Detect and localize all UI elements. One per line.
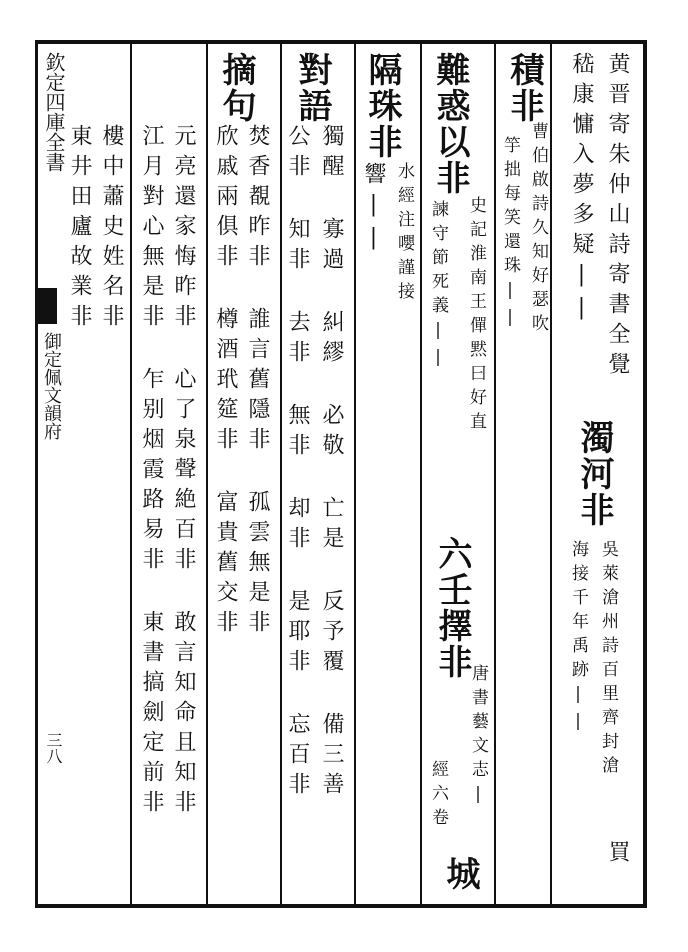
note-gezhu-b: 響|| xyxy=(361,162,386,258)
note-liuren-b: 經六卷 xyxy=(428,760,448,832)
note-jifei-a: 曹伯啟詩久知好瑟吹 xyxy=(528,122,548,338)
col-sep xyxy=(550,44,552,904)
heading-zhaiju: 摘句 xyxy=(216,52,256,124)
trail-char-2: 城 xyxy=(440,856,480,892)
zhaiju-row-2: 欣戚兩俱非 樽酒玳筵非 富貴舊交非 xyxy=(213,124,238,640)
series-title: 欽定四庫全書 xyxy=(42,52,66,172)
bottom-rule xyxy=(35,904,647,908)
book-title: 御定佩文韻府 xyxy=(41,332,62,440)
heading-duiyu: 對語 xyxy=(292,52,332,124)
zhaiju-row-4: 江月對心無是非 乍别烟霞路易非 東書搞劍定前非 xyxy=(139,124,164,820)
zhaiju-row-3: 元亮還家悔昨非 心了泉聲絶百非 敢言知命且知非 xyxy=(171,124,196,820)
note-nanhuo-b: 諫守節死義|| xyxy=(428,200,448,374)
page-number: 三八 xyxy=(44,732,63,764)
margin-rule xyxy=(35,40,38,908)
text-column-1: 黄晋寄朱仲山詩寄書全覺 xyxy=(605,52,630,382)
duiyu-row-2: 公非 知非 去非 無非 却非 是耶非 忘百非 xyxy=(285,124,310,802)
col-sep xyxy=(206,44,208,904)
note-zhuohe-b: 海接千年禹跡|| xyxy=(568,540,588,738)
zhaiju-row-5: 樓中蕭史姓名非 xyxy=(99,124,124,334)
heading-jifei: 積非 xyxy=(504,52,544,124)
heading-zhuohe: 濁河非 xyxy=(574,420,614,528)
col-sep xyxy=(494,44,496,904)
right-rule xyxy=(643,40,647,908)
heading-nanhuo: 難惑以非 xyxy=(430,52,470,196)
col-sep xyxy=(130,44,132,904)
heading-liuren: 六壬擇非 xyxy=(432,536,472,680)
heading-gezhu: 隔珠非 xyxy=(362,52,402,160)
top-rule xyxy=(35,40,647,44)
col-sep xyxy=(280,44,282,904)
col-sep xyxy=(420,44,422,904)
col-sep xyxy=(354,44,356,904)
duiyu-row-1: 獨醒 寡過 糾繆 必敬 亡是 反予覆 備三善 xyxy=(319,124,344,802)
text-column-2: 嵇康慵入夢多疑|| xyxy=(569,52,594,328)
margin-block xyxy=(35,288,57,324)
note-jifei-b: 竽拙每笑還珠|| xyxy=(500,136,520,334)
zhaiju-row-1: 焚香覩昨非 誰言舊隱非 孤雲無是非 xyxy=(245,124,270,640)
note-zhuohe-a: 吳萊滄州詩百里齊封滄 xyxy=(598,540,618,780)
note-gezhu: 水經注嚶謹接 xyxy=(394,162,414,306)
zhaiju-row-6: 東井田廬故業非 xyxy=(67,124,92,334)
note-nanhuo-a: 史記淮南王僤黙曰好直 xyxy=(466,196,486,436)
trail-char: 買 xyxy=(605,840,630,870)
note-liuren-a: 唐書藝文志| xyxy=(468,664,488,811)
